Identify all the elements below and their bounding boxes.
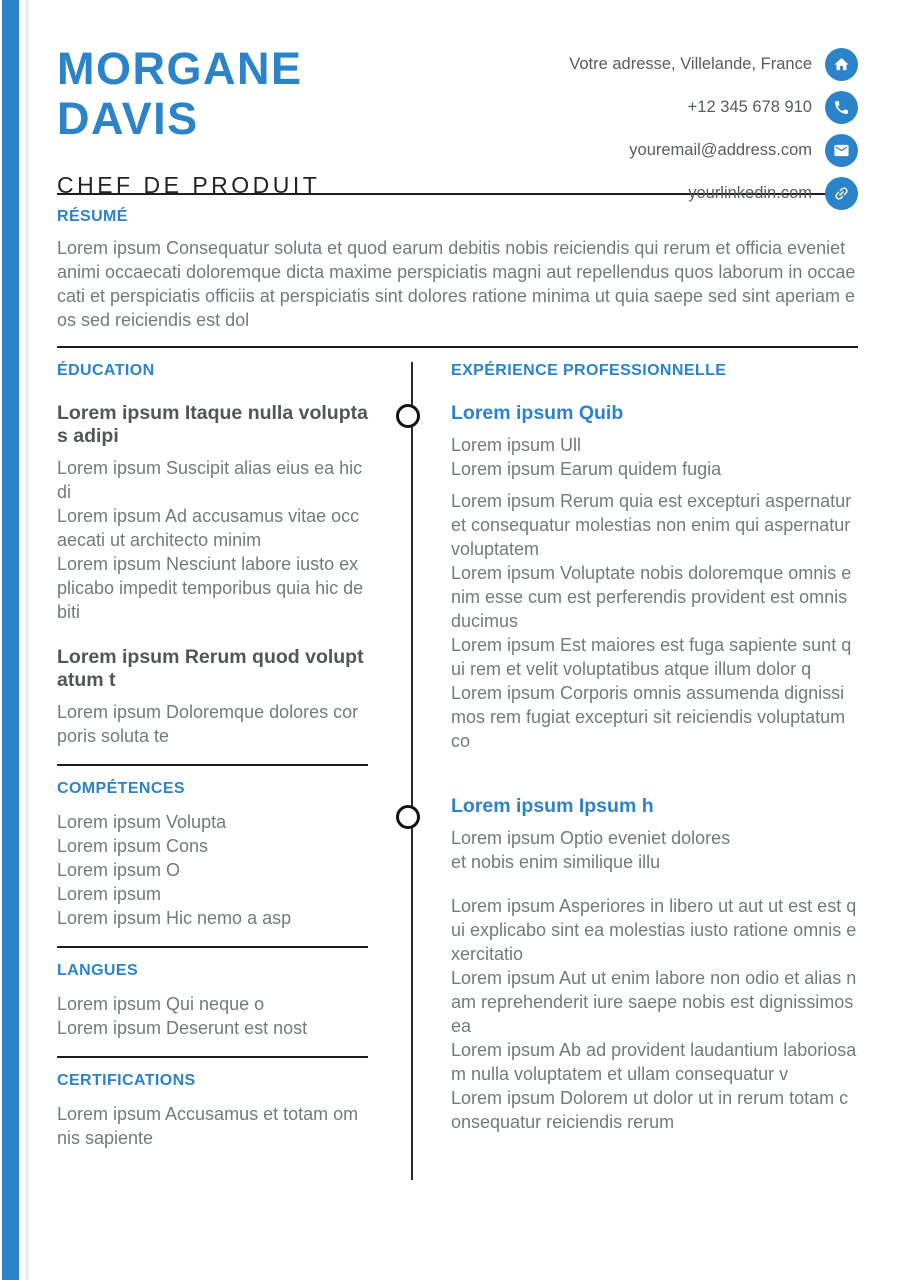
section-langues-heading: LANGUES <box>57 962 139 979</box>
phone-icon <box>825 91 858 124</box>
section-divider <box>57 946 368 948</box>
section-divider <box>57 1056 368 1058</box>
education-item: Lorem ipsum Doloremque dolores corporis soluta te <box>57 702 359 746</box>
education-entry-items <box>57 456 368 624</box>
experience-subline: Lorem ipsum Earum quidem fugia <box>451 459 722 479</box>
right-column <box>451 348 858 1150</box>
contact-address-label: Votre adresse, Villelande, France <box>569 55 812 73</box>
experience-paragraph: Lorem ipsum Aut ut enim labore non odio et alias nam reprehenderit iure saepe nobis est dignissimos ea <box>451 968 857 1036</box>
langue-item: Lorem ipsum Qui neque o <box>57 994 265 1014</box>
contact-list <box>569 44 858 202</box>
experience-subline: Lorem ipsum Optio eveniet dolores <box>451 828 731 848</box>
education-entry-title: Lorem ipsum Itaque nulla voluptas adipi <box>57 402 368 447</box>
left-column <box>57 348 368 1150</box>
email-icon <box>825 134 858 167</box>
competence-item: Lorem ipsum Hic nemo a asp <box>57 908 292 928</box>
experience-subline: Lorem ipsum Ull <box>451 435 582 455</box>
experience-entry-title: Lorem ipsum Ipsum h <box>451 795 654 817</box>
section-certifications-heading: CERTIFICATIONS <box>57 1072 196 1089</box>
header <box>57 0 858 202</box>
langue-item: Lorem ipsum Deserunt est nost <box>57 1018 308 1038</box>
resume-summary-text: Lorem ipsum Consequatur soluta et quod earum debitis nobis reiciendis qui rerum et officia eveniet animi occaecati doloremque dicta maxime perspiciatis magni aut repellendus quos laborum in occaecati et perspiciatis officiis at perspiciatis sint dolores ratione minima ut quia saepe sed sint aperiam eos sed reiciendis est dol <box>57 238 856 330</box>
education-item: Lorem ipsum Suscipit alias eius ea hic di <box>57 458 363 502</box>
section-competences-heading: COMPÉTENCES <box>57 780 185 797</box>
job-title: CHEF DE PRODUIT <box>57 172 321 198</box>
section-resume <box>57 208 858 332</box>
competence-item: Lorem ipsum Volupta <box>57 812 227 832</box>
education-entry <box>57 402 368 624</box>
experience-entry <box>451 795 858 1134</box>
education-entry-title: Lorem ipsum Rerum quod voluptatum t <box>57 646 364 691</box>
education-item: Lorem ipsum Ad accusamus vitae occaecati ut architecto minim <box>57 506 360 550</box>
experience-entry <box>451 402 858 753</box>
identity-block <box>57 43 457 198</box>
contact-email <box>569 134 858 167</box>
resume-page <box>57 0 858 1150</box>
education-entry-items <box>57 700 368 748</box>
candidate-name: MORGANE DAVIS <box>57 43 303 144</box>
contact-email-label: youremail@address.com <box>629 141 812 159</box>
langues-list <box>57 992 368 1040</box>
contact-linkedin-label: yourlinkedin.com <box>688 184 812 202</box>
experience-entry-title: Lorem ipsum Quib <box>451 402 624 424</box>
section-experience-heading: EXPÉRIENCE PROFESSIONNELLE <box>451 362 727 379</box>
certification-item: Lorem ipsum Accusamus et totam omnis sapiente <box>57 1104 359 1148</box>
experience-sublines <box>451 826 858 874</box>
competence-item: Lorem ipsum O <box>57 860 181 880</box>
experience-paragraph: Lorem ipsum Rerum quia est excepturi aspernatur et consequatur molestias non enim qui aspernatur voluptatem <box>451 491 852 559</box>
experience-paragraph: Lorem ipsum Voluptate nobis doloremque omnis enim esse cum est perferendis provident est omnis ducimus <box>451 563 852 631</box>
education-entry <box>57 646 368 748</box>
timeline-dot-1 <box>396 404 420 428</box>
contact-phone <box>569 91 858 124</box>
competences-list <box>57 810 368 930</box>
section-education-heading: ÉDUCATION <box>57 362 155 379</box>
experience-paragraphs <box>451 489 858 753</box>
section-divider <box>57 764 368 766</box>
contact-phone-label: +12 345 678 910 <box>687 98 812 116</box>
competence-item: Lorem ipsum Cons <box>57 836 209 856</box>
page-edge-shadow <box>25 0 29 1280</box>
home-icon <box>825 48 858 81</box>
timeline-line <box>411 362 413 1180</box>
link-icon <box>818 170 865 217</box>
two-column-area <box>57 348 858 1150</box>
contact-linkedin <box>569 177 858 210</box>
left-accent-stripe <box>2 0 19 1280</box>
experience-paragraph: Lorem ipsum Est maiores est fuga sapiente sunt qui rem et velit voluptatibus atque illum dolor q <box>451 635 852 679</box>
experience-paragraph: Lorem ipsum Dolorem ut dolor ut in rerum totam consequatur reiciendis rerum <box>451 1088 849 1132</box>
section-resume-heading: RÉSUMÉ <box>57 208 128 225</box>
experience-paragraph: Lorem ipsum Corporis omnis assumenda dignissimos rem fugiat excepturi sit reiciendis voluptatum co <box>451 683 846 751</box>
certifications-list <box>57 1102 368 1150</box>
contact-address <box>569 48 858 81</box>
experience-subline: et nobis enim similique illu <box>451 852 661 872</box>
experience-sublines <box>451 433 858 481</box>
timeline-dot-2 <box>396 805 420 829</box>
experience-paragraph: Lorem ipsum Ab ad provident laudantium laboriosam nulla voluptatem et ullam consequatur v <box>451 1040 857 1084</box>
education-item: Lorem ipsum Nesciunt labore iusto explicabo impedit temporibus quia hic debiti <box>57 554 364 622</box>
experience-paragraphs <box>451 894 858 1134</box>
experience-paragraph: Lorem ipsum Asperiores in libero ut aut ut est est qui explicabo sint ea molestias iusto ratione omnis exercitatio <box>451 896 857 964</box>
competence-item: Lorem ipsum <box>57 884 162 904</box>
